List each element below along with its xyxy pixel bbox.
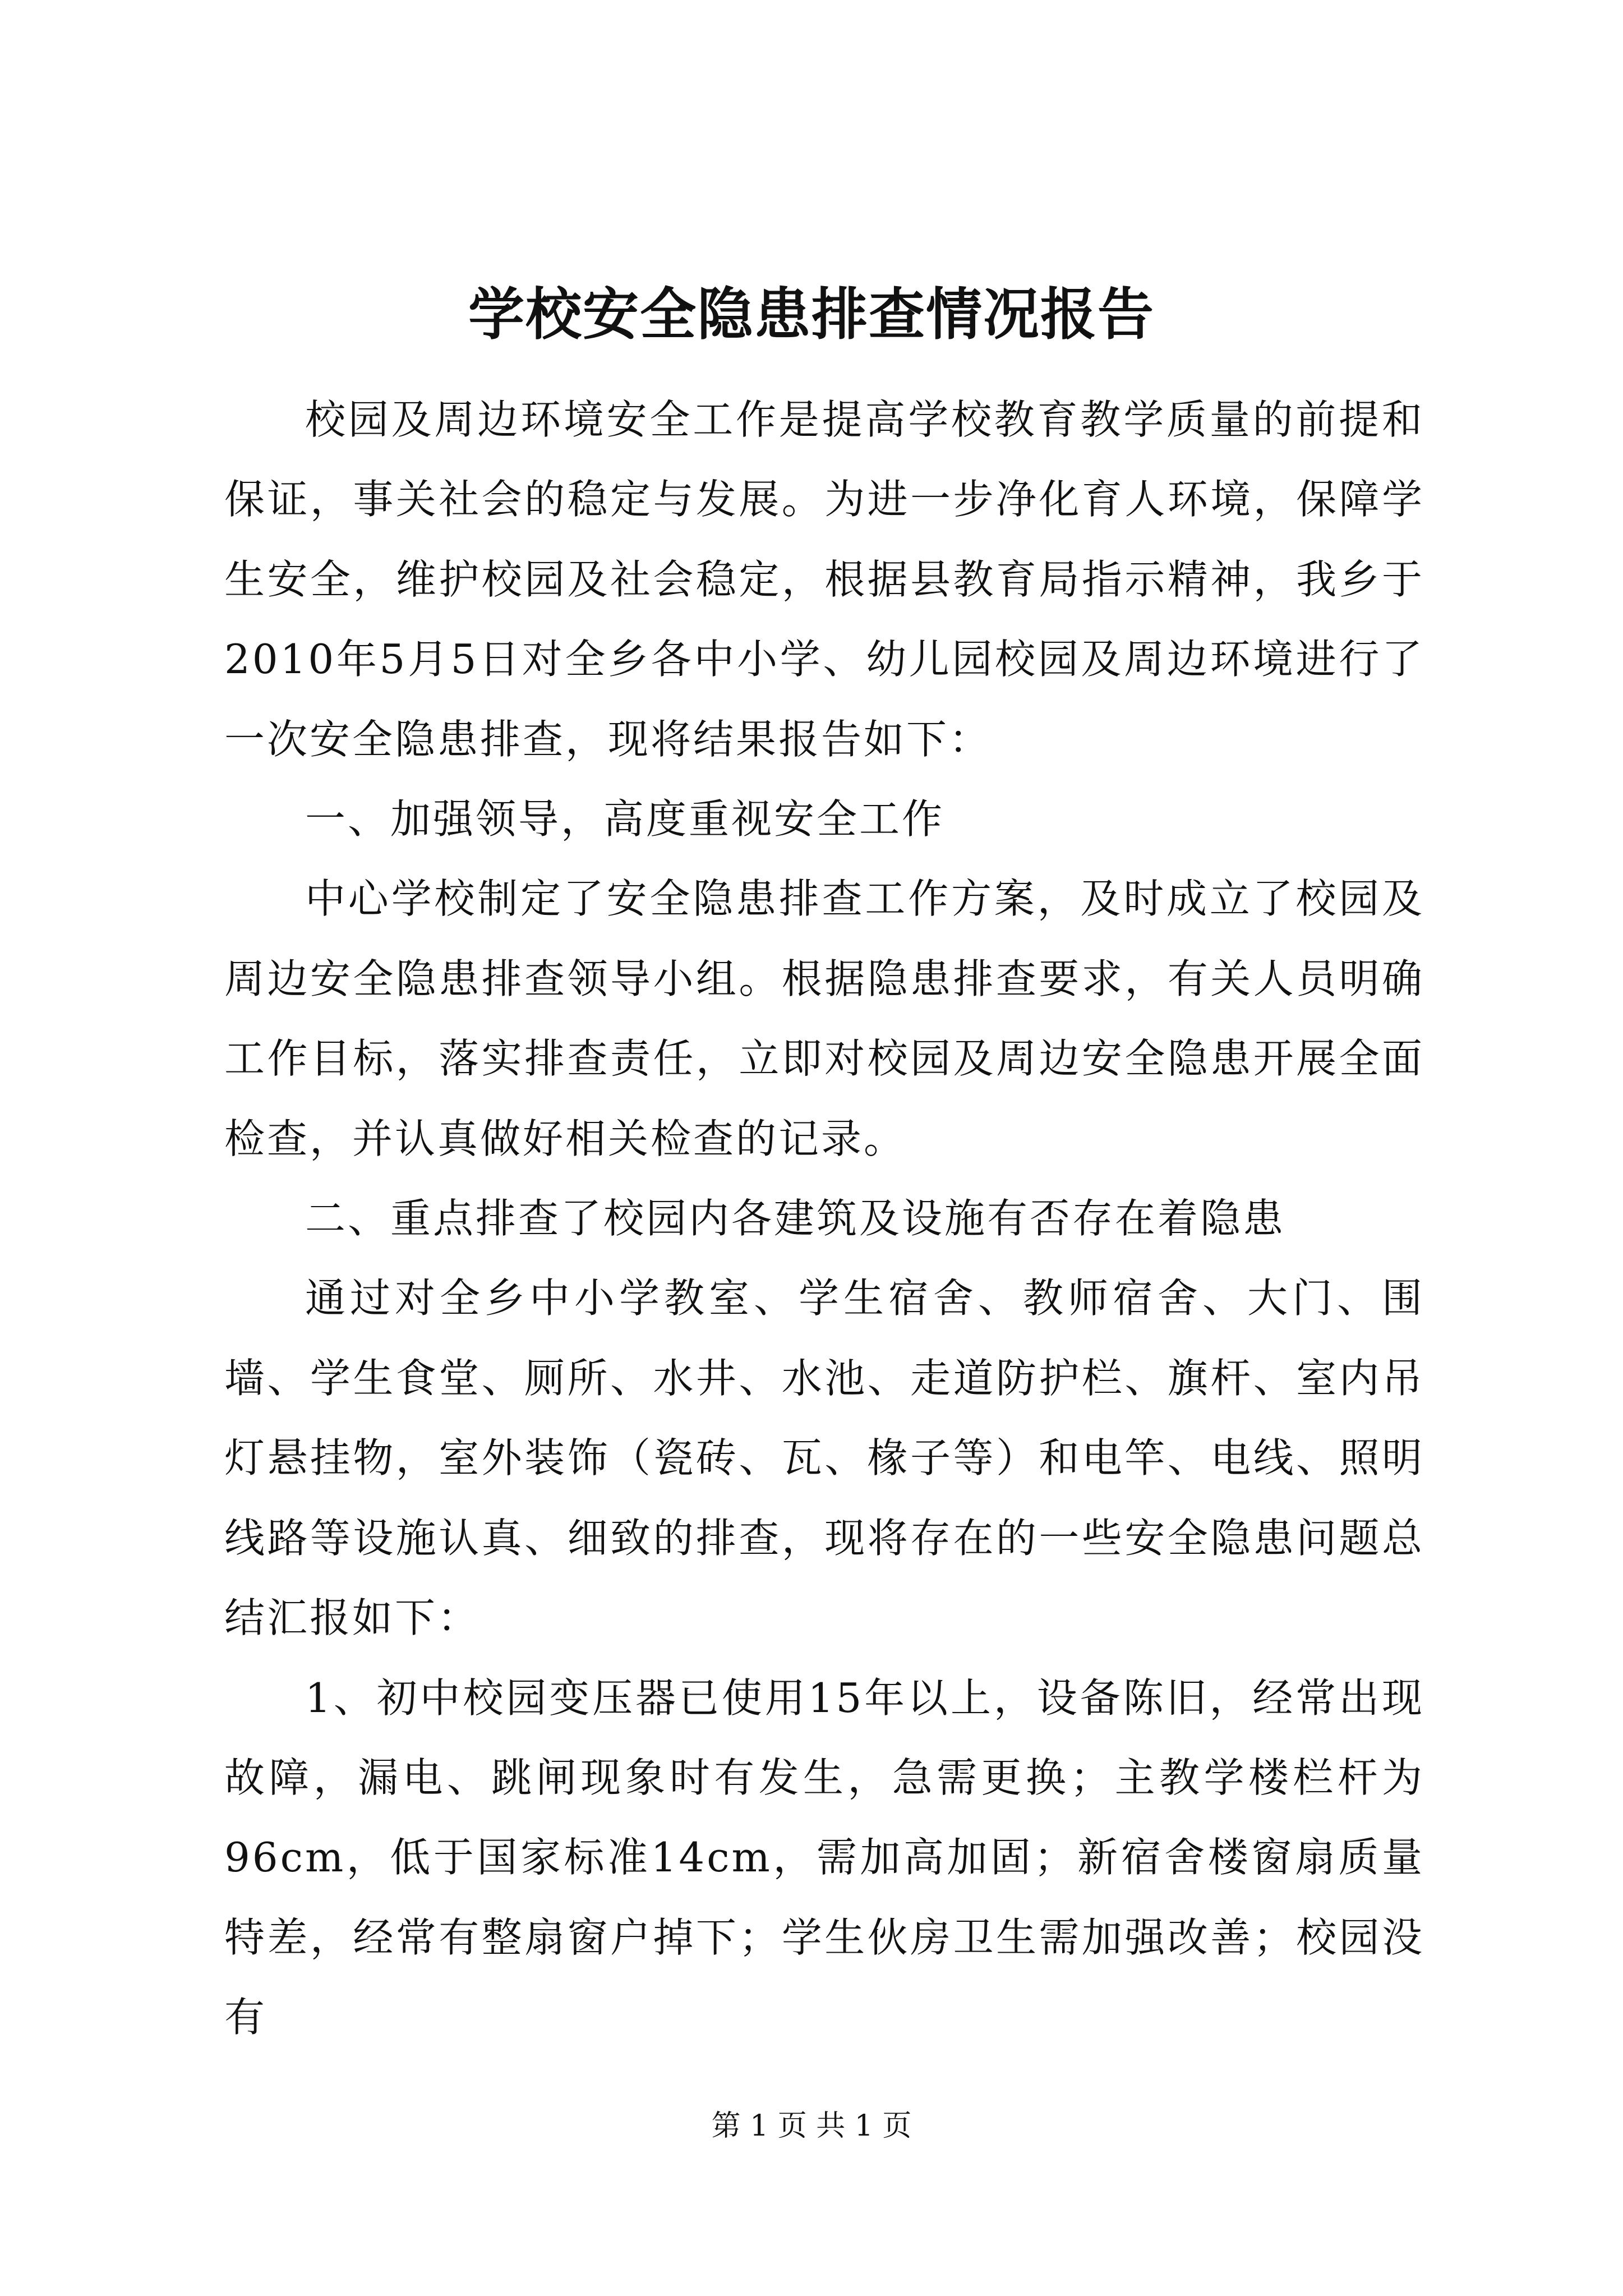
paragraph-section-2: 通过对全乡中小学教室、学生宿舍、教师宿舍、大门、围墙、学生食堂、厕所、水井、水池、走道防护栏、旗杆、室内吊灯悬挂物，室外装饰（瓷砖、瓦、椽子等）和电竿、电线、照明线路等设施认真、细致的排查，现将存在的一些安全隐患问题总结汇报如下： (224, 1274, 1424, 1642)
paragraph-item-1: 1、初中校园变压器已使用15年以上，设备陈旧，经常出现故障，漏电、跳闸现象时有发生，急需更换；主教学楼栏杆为96cm，低于国家标准14cm，需加高加固；新宿舍楼窗扇质量特差，经常有整扇窗户掉下；学生伙房卫生需加强改善；校园没有 (224, 1674, 1424, 2041)
document-body (224, 380, 1424, 2058)
section-heading-2: 二、重点排查了校园内各建筑及设施有否存在着隐患 (305, 1195, 1286, 1243)
page-footer: 第 1 页 共 1 页 (711, 2109, 912, 2143)
paragraph-intro: 校园及周边环境安全工作是提高学校教育教学质量的前提和保证，事关社会的稳定与发展。为进一步净化育人环境，保障学生安全，维护校园及社会稳定，根据县教育局指示精神，我乡于2010年5月5日对全乡各中小学、幼儿园校园及周边环境进行了一次安全隐患排查，现将结果报告如下： (224, 396, 1424, 763)
document-title: 学校安全隐患排查情况报告 (468, 281, 1155, 347)
section-heading-1: 一、加强领导，高度重视安全工作 (305, 795, 945, 843)
paragraph-section-1: 中心学校制定了安全隐患排查工作方案，及时成立了校园及周边安全隐患排查领导小组。根据隐患排查要求，有关人员明确工作目标，落实排查责任，立即对校园及周边安全隐患开展全面检查，并认真做好相关检查的记录。 (224, 875, 1424, 1162)
